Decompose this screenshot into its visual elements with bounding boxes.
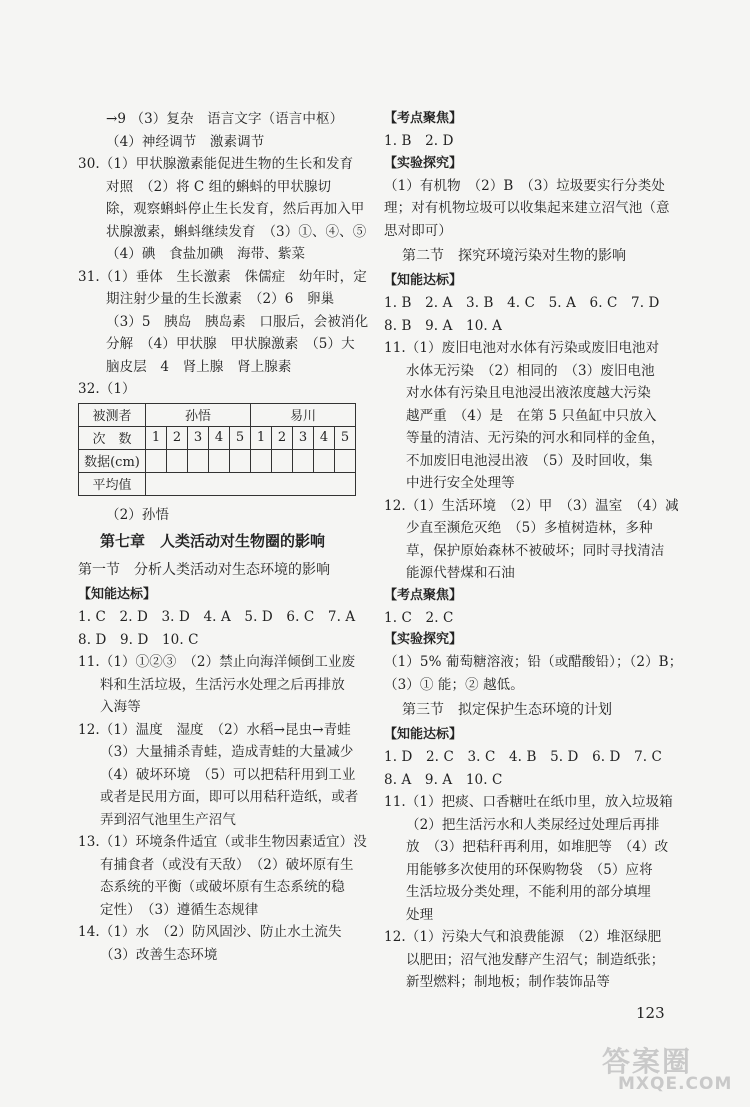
answer-line: 等量的清洁、无污染的河水和同样的金鱼， [406,430,665,446]
left-column [78,108,369,966]
answer-line: 弄到沼气池里生产沼气 [100,811,236,828]
section-tag: 【知能达标】 [384,727,463,742]
table-cell: 被测者 [79,403,146,426]
answer-line: 对水体有污染且电池浸出液浓度越大污染 [406,385,651,401]
answer-line: 12.（1）生活环境 （2）甲 （3）温室 （4）减 [384,497,679,514]
chapter-title: 第七章 人类活动对生物圈的影响 [100,532,326,550]
table-cell [251,449,272,472]
section-tag: 【考点聚焦】 [384,111,463,126]
answer-line: 用能够多次使用的环保购物袋 （5）应将 [406,861,653,878]
answer-line: （1）5% 葡萄糖溶液；铅（或醋酸铅）；（2）B； [384,654,683,670]
table-cell: 1 [146,426,167,449]
answer-line: （2）把生活污水和人类尿经过处理后再排 [406,816,660,833]
answer-line: 1. B 2. A 3. B 4. C 5. A 6. C 7. D [384,295,660,311]
answer-line: 1. C 2. D 3. D 4. A 5. D 6. C 7. A [78,609,356,625]
right-column [384,108,683,994]
table-cell [146,449,167,472]
answer-line: 除，观察蝌蚪停止生长发育，然后再加入甲 [106,201,365,217]
table-cell: 3 [293,426,314,449]
answer-line: 或者是民用方面，即可以用秸秆造纸，或者 [100,789,359,805]
answer-line: 料和生活垃圾，生活污水处理之后再排放 [100,676,345,693]
table-cell [293,449,314,472]
watermark-url: MXQE.COM [618,1074,733,1094]
answer-line: 水体无污染 （2）相同的 （3）废旧电池 [406,362,655,379]
answer-line: 状腺激素，蝌蚪继续发育 （3）①、④、⑤ [106,223,367,240]
answer-line: （4）碘 食盐加碘 海带、紫菜 [106,246,306,262]
site-watermark [598,1040,743,1100]
section-tag: 【知能达标】 [384,273,463,288]
answer-line: 有捕食者（或没有天敌） （2）破坏原有生 [100,856,354,873]
table-cell: 2 [272,426,293,449]
answer-line: 处理 [406,906,434,923]
section-tag: 【实验探究】 [384,155,463,171]
answer-line: 理；对有机物垃圾可以收集起来建立沼气池（意 [384,200,670,216]
answer-line: （3）① 能；② 越低。 [384,676,524,693]
answer-line: 能源代替煤和石油 [406,565,515,581]
table-cell [167,449,188,472]
table-cell: 孙悟 [146,403,251,426]
answer-line: 1. B 2. D [384,133,454,149]
table-cell: 次 数 [79,426,146,449]
section-tag: 【实验探究】 [384,632,463,647]
answer-line: 不加废旧电池浸出液 （5）及时回收，集 [406,452,653,469]
answer-line: 态系统的平衡（或破坏原有生态系统的稳 [100,879,345,895]
table-row [79,449,356,472]
answer-line: 14.（1）水 （2）防风固沙、防止水土流失 [78,924,342,940]
answer-line: （4）破坏环境 （5）可以把秸秆用到工业 [100,766,356,783]
answer-line: 草，保护原始森林不被破坏；同时寻找清洁 [406,542,665,559]
answer-line: 1. C 2. C [384,609,454,626]
answer-line: 思对即可） [384,222,452,239]
table-cell: 平均值 [79,472,146,495]
table-cell: 5 [335,426,356,449]
answer-line: 8. B 9. A 10. A [384,317,503,334]
table-cell: 3 [188,426,209,449]
answer-line: 放 （3）把秸秆再利用，如堆肥等 （4）改 [406,839,669,855]
table-cell: 4 [209,426,230,449]
table-row [79,472,356,495]
table-row [79,403,356,426]
answer-line: （3）改善生态环境 [100,946,218,963]
table-row [79,426,356,449]
answer-line: 30.（1）甲状腺激素能促进生物的生长和发育 [78,156,354,172]
answer-line: （3）大量捕杀青蛙，造成青蛙的大量减少 [100,744,354,760]
answer-line: 定性） （3）遵循生态规律 [100,901,259,918]
answer-line: 31.（1）垂体 生长激素 侏儒症 幼年时，定 [78,268,367,285]
table-cell: 1 [251,426,272,449]
answer-line: 8. A 9. A 10. C [384,771,503,788]
answer-line: （1）有机物 （2）B （3）垃圾要实行分类处 [384,177,665,194]
answer-line: 12.（1）温度 湿度 （2）水稻→昆虫→青蛙 [78,721,351,738]
answer-line: 分解 （4）甲状腺 甲状腺激素 （5）大 [106,336,355,352]
answer-line: 1. D 2. C 3. C 4. B 5. D 6. D 7. C [384,749,662,765]
table-cell: 5 [230,426,251,449]
table-cell [335,449,356,472]
answer-line: 入海等 [100,699,141,715]
table-cell: 4 [314,426,335,449]
answer-line: 13.（1）环境条件适宜（或非生物因素适宜）没 [78,834,367,850]
answer-line: 越严重 （4）是 在第 5 只鱼缸中只放入 [406,407,657,424]
table-cell [314,449,335,472]
table-cell: 数据(cm) [79,449,146,472]
answer-line: 以肥田；沼气池发酵产生沼气；制造纸张； [406,951,665,968]
section-title: 第二节 探究环境污染对生物的影响 [402,248,626,264]
measurement-table [78,403,356,496]
answer-line: 11.（1）把痰、口香糖吐在纸巾里，放入垃圾箱 [384,794,673,810]
section-title: 第一节 分析人类活动对生态环境的影响 [78,562,330,578]
table-cell: 易川 [251,403,356,426]
table-cell: 2 [167,426,188,449]
answer-line: 11.（1）①②③ （2）禁止向海洋倾倒工业废 [78,654,356,670]
answer-line: 脑皮层 4 肾上腺 肾上腺素 [106,358,292,375]
page-number: 123 [636,1004,665,1022]
table-cell [230,449,251,472]
section-tag: 【知能达标】 [78,587,157,602]
watermark-logo-text: 答案圈 [602,1045,693,1078]
answer-line: 少直至濒危灭绝 （5）多植树造林，多种 [406,520,653,536]
answer-line: 11.（1）废旧电池对水体有污染或废旧电池对 [384,340,660,356]
answer-line: →9 （3）复杂 语言文字（语言中枢） [106,111,344,127]
table-cell [188,449,209,472]
section-tag: 【考点聚焦】 [384,587,463,603]
section-title: 第三节 拟定保护生态环境的计划 [402,702,612,718]
answer-line: 12.（1）污染大气和浪费能源 （2）堆沤绿肥 [384,929,662,945]
table-cell [146,472,356,495]
answer-line: 8. D 9. D 10. C [78,631,199,648]
answer-line: 中进行安全处理等 [406,475,515,491]
answer-line: 32.（1） [78,381,136,397]
table-cell [209,449,230,472]
answer-line: 新型燃料；制地板；制作装饰品等 [406,974,610,990]
table-cell [272,449,293,472]
answer-line: （4）神经调节 激素调节 [106,133,265,150]
answer-line: （3）5 胰岛 胰岛素 口服后，会被消化 [106,313,369,330]
answer-line: 对照 （2）将 C 组的蝌蚪的甲状腺切 [106,178,332,195]
answer-line: （2）孙悟 [106,506,170,523]
answer-line: 期注射少量的生长激素 （2）6 卵巢 [106,291,335,307]
answer-line: 生活垃圾分类处理，不能利用的部分填埋 [406,884,651,900]
